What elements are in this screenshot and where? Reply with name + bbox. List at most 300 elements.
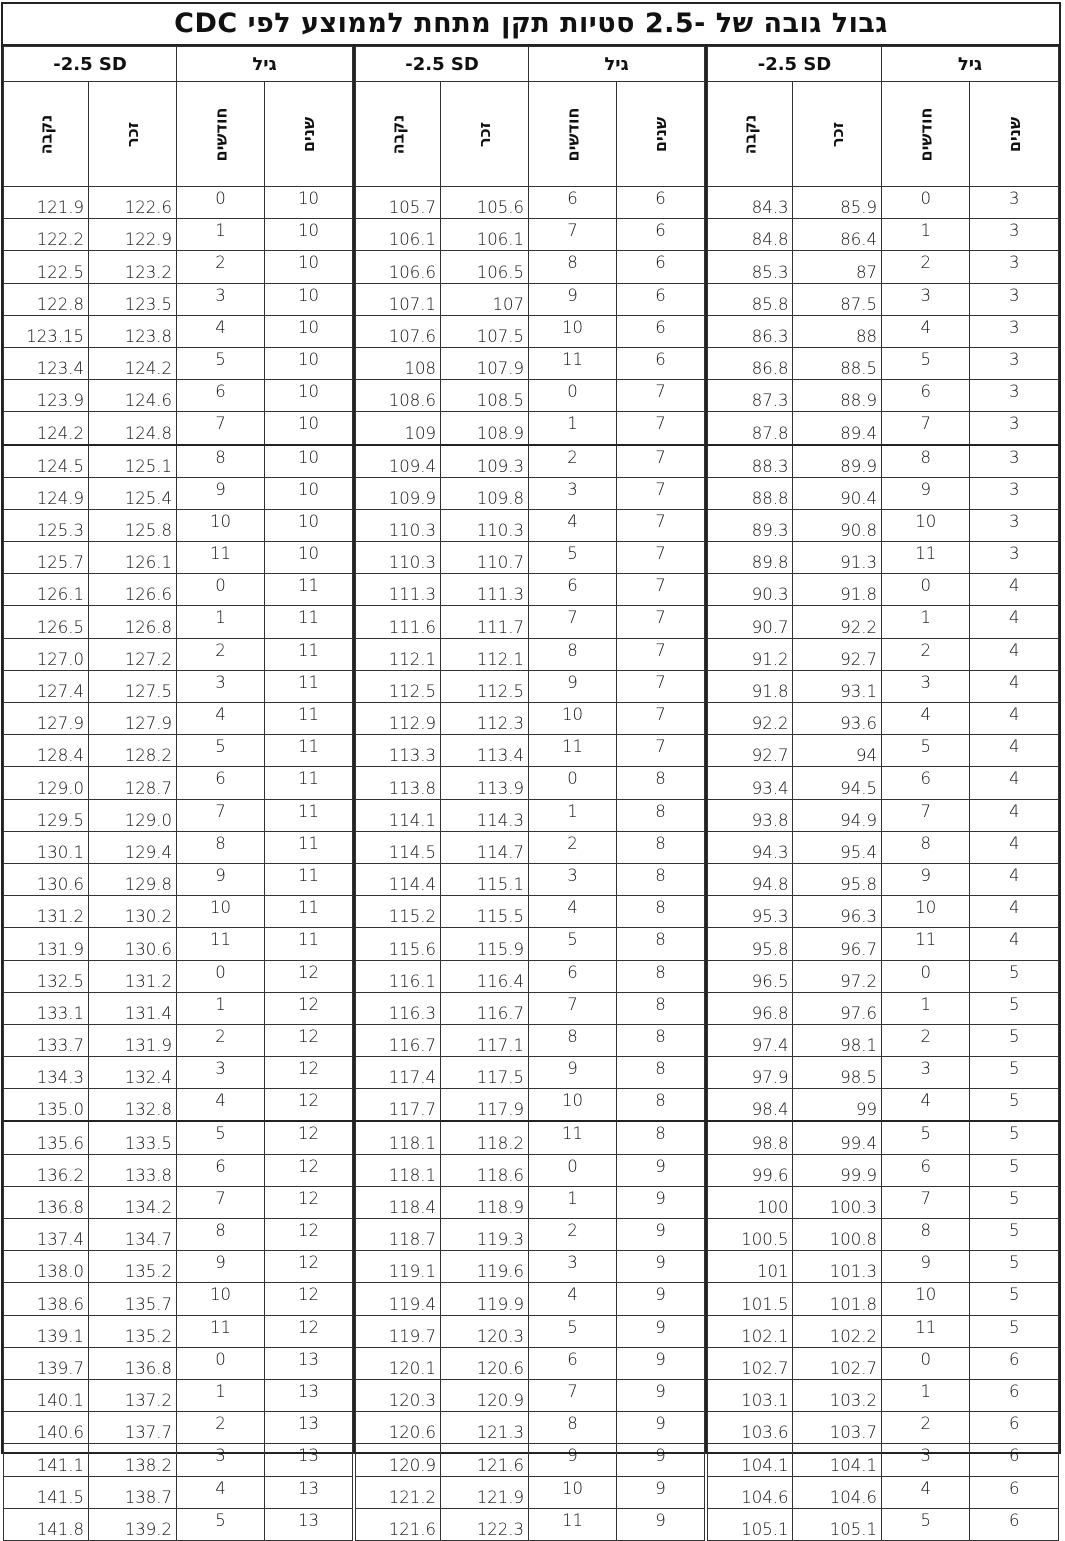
male-header (441, 82, 529, 187)
years-cell: 6 (970, 1476, 1059, 1508)
male-height-cell: 125.8 (89, 509, 177, 541)
months-cell: 4 (529, 509, 617, 541)
months-cell: 6 (177, 767, 265, 799)
female-height-cell: 88.8 (708, 477, 793, 509)
years-cell: 10 (265, 445, 353, 478)
months-cell: 3 (881, 1057, 970, 1089)
table-row (4, 477, 353, 509)
male-height-cell: 133.8 (89, 1154, 177, 1186)
female-height-cell: 136.8 (4, 1186, 89, 1218)
male-height-cell: 95.8 (793, 863, 882, 895)
male-height-cell: 124.8 (89, 412, 177, 445)
female-height-cell: 97.9 (708, 1057, 793, 1089)
female-height-cell: 141.1 (4, 1444, 89, 1476)
male-height-cell: 106.1 (441, 219, 529, 251)
years-cell: 5 (970, 1024, 1059, 1056)
table-row (708, 735, 1059, 767)
female-height-cell: 140.1 (4, 1379, 89, 1411)
months-cell: 11 (177, 542, 265, 574)
months-cell: 7 (529, 992, 617, 1024)
male-height-cell: 128.2 (89, 735, 177, 767)
male-height-cell: 109.8 (441, 477, 529, 509)
years-cell: 8 (617, 928, 705, 960)
table-row (4, 1476, 353, 1508)
male-height-cell: 92.7 (793, 638, 882, 670)
male-height-cell: 117.1 (441, 1024, 529, 1056)
male-height-cell: 119.3 (441, 1219, 529, 1251)
years-cell: 9 (617, 1283, 705, 1315)
years-cell: 3 (970, 412, 1059, 445)
table-row (4, 1508, 353, 1540)
months-cell: 11 (177, 1315, 265, 1347)
height-table (3, 46, 353, 1541)
months-cell: 4 (529, 1283, 617, 1315)
male-height-cell: 122.9 (89, 219, 177, 251)
years-cell: 3 (970, 251, 1059, 283)
female-height-cell: 121.2 (356, 1476, 441, 1508)
female-height-cell: 139.7 (4, 1347, 89, 1379)
male-height-cell: 89.9 (793, 445, 882, 478)
female-height-cell: 112.9 (356, 703, 441, 735)
table-row (356, 1251, 705, 1283)
male-height-cell: 85.9 (793, 187, 882, 219)
years-cell: 11 (265, 606, 353, 638)
months-cell: 2 (881, 638, 970, 670)
months-cell: 10 (529, 315, 617, 347)
table-row (356, 542, 705, 574)
months-cell: 6 (529, 574, 617, 606)
years-cell: 5 (970, 1251, 1059, 1283)
male-height-cell: 122.6 (89, 187, 177, 219)
female-height-cell: 99.6 (708, 1154, 793, 1186)
months-cell: 1 (881, 1379, 970, 1411)
months-cell: 0 (177, 960, 265, 992)
months-cell: 1 (881, 219, 970, 251)
months-cell: 2 (881, 251, 970, 283)
table-row (356, 219, 705, 251)
months-cell: 7 (529, 1379, 617, 1411)
male-height-cell: 113.9 (441, 767, 529, 799)
months-cell: 3 (177, 1444, 265, 1476)
months-cell: 8 (881, 445, 970, 478)
table-row (4, 283, 353, 315)
female-height-cell: 127.9 (4, 703, 89, 735)
female-height-cell: 112.1 (356, 638, 441, 670)
months-cell: 9 (177, 863, 265, 895)
male-height-cell: 111.7 (441, 606, 529, 638)
table-row (4, 1219, 353, 1251)
years-cell: 10 (265, 380, 353, 412)
female-height-cell: 85.3 (708, 251, 793, 283)
months-cell: 10 (881, 1283, 970, 1315)
table-row (356, 1347, 705, 1379)
male-height-cell: 131.2 (89, 960, 177, 992)
male-height-cell: 100.3 (793, 1186, 882, 1218)
table-row (708, 509, 1059, 541)
female-height-cell: 120.3 (356, 1379, 441, 1411)
months-cell: 4 (177, 315, 265, 347)
male-height-cell: 117.5 (441, 1057, 529, 1089)
table-title: גבול גובה של -2.5 סטיות תקן מתחת לממוצע לפי CDC (3, 4, 1059, 46)
table-row (356, 187, 705, 219)
male-height-cell: 137.2 (89, 1379, 177, 1411)
years-cell: 5 (970, 1121, 1059, 1154)
years-cell: 13 (265, 1508, 353, 1540)
male-height-cell: 110.3 (441, 509, 529, 541)
months-cell: 8 (529, 638, 617, 670)
table-row (356, 799, 705, 831)
female-height-cell: 95.8 (708, 928, 793, 960)
table-row (4, 347, 353, 379)
months-cell: 5 (177, 735, 265, 767)
female-height-cell: 111.6 (356, 606, 441, 638)
table-row (356, 347, 705, 379)
years-cell: 6 (970, 1379, 1059, 1411)
female-height-cell: 123.4 (4, 347, 89, 379)
table-row (356, 509, 705, 541)
months-cell: 10 (529, 1476, 617, 1508)
male-header-label: זכר (474, 121, 494, 147)
female-height-cell: 93.4 (708, 767, 793, 799)
months-cell: 4 (881, 1089, 970, 1122)
months-cell: 0 (881, 1347, 970, 1379)
male-height-cell: 102.7 (793, 1347, 882, 1379)
male-height-cell: 108.9 (441, 412, 529, 445)
months-cell: 1 (881, 606, 970, 638)
years-cell: 11 (265, 670, 353, 702)
female-height-cell: 97.4 (708, 1024, 793, 1056)
female-height-cell: 96.8 (708, 992, 793, 1024)
years-cell: 5 (970, 1315, 1059, 1347)
height-table (707, 46, 1059, 1541)
male-height-cell: 91.3 (793, 542, 882, 574)
years-cell: 4 (970, 670, 1059, 702)
female-height-cell: 133.7 (4, 1024, 89, 1056)
years-cell: 7 (617, 412, 705, 445)
male-height-cell: 120.9 (441, 1379, 529, 1411)
table-row (708, 1089, 1059, 1122)
age-header: גיל (881, 47, 1058, 82)
table-row (708, 542, 1059, 574)
sd-header: -2.5 SD (356, 47, 529, 82)
months-cell: 0 (881, 187, 970, 219)
table-row (708, 799, 1059, 831)
male-height-cell: 138.2 (89, 1444, 177, 1476)
table-row (4, 574, 353, 606)
table-row (356, 703, 705, 735)
months-cell: 1 (177, 606, 265, 638)
table-row (708, 1412, 1059, 1444)
years-cell: 4 (970, 638, 1059, 670)
months-cell: 4 (881, 1476, 970, 1508)
months-cell: 11 (881, 928, 970, 960)
male-height-cell: 137.7 (89, 1412, 177, 1444)
months-cell: 2 (881, 1412, 970, 1444)
female-height-cell: 120.9 (356, 1444, 441, 1476)
female-height-cell: 132.5 (4, 960, 89, 992)
male-height-cell: 136.8 (89, 1347, 177, 1379)
years-cell: 6 (617, 283, 705, 315)
months-cell: 6 (881, 767, 970, 799)
male-height-cell: 101.3 (793, 1251, 882, 1283)
months-cell: 3 (529, 477, 617, 509)
male-height-cell: 119.9 (441, 1283, 529, 1315)
female-height-cell: 111.3 (356, 574, 441, 606)
female-height-cell: 127.0 (4, 638, 89, 670)
male-height-cell: 114.7 (441, 831, 529, 863)
months-cell: 9 (881, 477, 970, 509)
months-cell: 0 (881, 960, 970, 992)
male-height-cell: 101.8 (793, 1283, 882, 1315)
months-cell: 5 (529, 928, 617, 960)
months-cell: 3 (529, 1251, 617, 1283)
male-height-cell: 107.9 (441, 347, 529, 379)
table-row (356, 1024, 705, 1056)
months-cell: 1 (881, 992, 970, 1024)
female-height-cell: 113.3 (356, 735, 441, 767)
male-height-cell: 112.1 (441, 638, 529, 670)
months-cell: 1 (529, 412, 617, 445)
table-row (4, 1251, 353, 1283)
female-height-cell: 96.5 (708, 960, 793, 992)
years-cell: 8 (617, 831, 705, 863)
male-height-cell: 87 (793, 251, 882, 283)
months-cell: 2 (177, 1412, 265, 1444)
months-cell: 11 (881, 542, 970, 574)
female-height-cell: 87.8 (708, 412, 793, 445)
months-cell: 11 (529, 735, 617, 767)
years-cell: 10 (265, 251, 353, 283)
female-height-cell: 94.8 (708, 863, 793, 895)
male-height-cell: 112.3 (441, 703, 529, 735)
table-row (708, 863, 1059, 895)
years-cell: 3 (970, 509, 1059, 541)
years-cell: 11 (265, 574, 353, 606)
height-table (355, 46, 705, 1541)
sd-header: -2.5 SD (4, 47, 177, 82)
years-cell: 9 (617, 1412, 705, 1444)
months-cell: 5 (529, 1315, 617, 1347)
male-height-cell: 93.6 (793, 703, 882, 735)
table-row (356, 1379, 705, 1411)
months-cell: 2 (529, 831, 617, 863)
female-height-cell: 109 (356, 412, 441, 445)
months-cell: 8 (177, 445, 265, 478)
years-cell: 8 (617, 1057, 705, 1089)
female-height-cell: 124.2 (4, 412, 89, 445)
male-height-cell: 110.7 (441, 542, 529, 574)
male-height-cell: 119.6 (441, 1251, 529, 1283)
female-header-label: נקבה (36, 114, 56, 154)
table-row (4, 960, 353, 992)
male-height-cell: 111.3 (441, 574, 529, 606)
months-cell: 8 (529, 251, 617, 283)
table-row (708, 347, 1059, 379)
table-row (356, 412, 705, 445)
years-cell: 7 (617, 638, 705, 670)
male-header-label: זכר (122, 121, 142, 147)
female-height-cell: 139.1 (4, 1315, 89, 1347)
years-cell: 12 (265, 1186, 353, 1218)
years-cell: 8 (617, 896, 705, 928)
months-cell: 0 (881, 574, 970, 606)
months-cell: 4 (881, 315, 970, 347)
months-cell: 10 (881, 896, 970, 928)
years-cell: 6 (617, 219, 705, 251)
years-header (265, 82, 353, 187)
years-cell: 7 (617, 703, 705, 735)
table-row (708, 1186, 1059, 1218)
table-row (4, 1024, 353, 1056)
female-height-cell: 98.8 (708, 1121, 793, 1154)
female-height-cell: 100 (708, 1186, 793, 1218)
female-height-cell: 122.2 (4, 219, 89, 251)
table-row (356, 670, 705, 702)
male-height-cell: 132.8 (89, 1089, 177, 1122)
male-height-cell: 99 (793, 1089, 882, 1122)
table-row (356, 445, 705, 478)
age-header: גיל (529, 47, 705, 82)
table-body (4, 187, 353, 1541)
table-row (356, 283, 705, 315)
months-cell: 2 (529, 445, 617, 478)
male-height-cell: 126.6 (89, 574, 177, 606)
table-row (708, 703, 1059, 735)
months-cell: 4 (177, 1089, 265, 1122)
years-cell: 8 (617, 1024, 705, 1056)
months-cell: 9 (177, 1251, 265, 1283)
table-row (4, 735, 353, 767)
months-cell: 10 (177, 509, 265, 541)
table-row (356, 1219, 705, 1251)
months-cell: 11 (529, 1121, 617, 1154)
months-header (177, 82, 265, 187)
months-cell: 4 (177, 703, 265, 735)
female-height-cell: 129.5 (4, 799, 89, 831)
months-cell: 3 (177, 670, 265, 702)
years-cell: 10 (265, 219, 353, 251)
male-height-cell: 125.4 (89, 477, 177, 509)
male-height-cell: 129.0 (89, 799, 177, 831)
male-height-cell: 120.6 (441, 1347, 529, 1379)
male-height-cell: 96.7 (793, 928, 882, 960)
table-row (708, 606, 1059, 638)
months-cell: 7 (177, 799, 265, 831)
male-height-cell: 91.8 (793, 574, 882, 606)
table-row (708, 1219, 1059, 1251)
male-height-cell: 129.8 (89, 863, 177, 895)
months-cell: 5 (177, 347, 265, 379)
male-height-cell: 115.9 (441, 928, 529, 960)
table-row (356, 1121, 705, 1154)
years-cell: 10 (265, 315, 353, 347)
table-row (708, 412, 1059, 445)
months-cell: 3 (881, 283, 970, 315)
years-cell: 3 (970, 283, 1059, 315)
male-height-cell: 100.8 (793, 1219, 882, 1251)
female-height-cell: 105.7 (356, 187, 441, 219)
female-height-cell: 103.1 (708, 1379, 793, 1411)
table-row (4, 509, 353, 541)
table-row (708, 928, 1059, 960)
months-cell: 2 (177, 251, 265, 283)
female-height-cell: 131.9 (4, 928, 89, 960)
male-height-cell: 112.5 (441, 670, 529, 702)
female-height-cell: 114.4 (356, 863, 441, 895)
female-height-cell: 89.8 (708, 542, 793, 574)
years-cell: 9 (617, 1508, 705, 1540)
table-row (356, 1186, 705, 1218)
female-height-cell: 89.3 (708, 509, 793, 541)
months-cell: 8 (529, 1024, 617, 1056)
table-row (708, 1444, 1059, 1476)
table-row (356, 735, 705, 767)
female-height-cell: 103.6 (708, 1412, 793, 1444)
years-cell: 8 (617, 767, 705, 799)
years-cell: 10 (265, 412, 353, 445)
table-row (708, 960, 1059, 992)
years-header-label: שנים (1004, 116, 1024, 152)
female-height-cell: 125.3 (4, 509, 89, 541)
years-cell: 12 (265, 960, 353, 992)
female-height-cell: 105.1 (708, 1508, 793, 1540)
male-height-cell: 98.5 (793, 1057, 882, 1089)
years-cell: 9 (617, 1154, 705, 1186)
female-height-cell: 90.3 (708, 574, 793, 606)
male-height-cell: 105.1 (793, 1508, 882, 1540)
male-height-cell: 118.9 (441, 1186, 529, 1218)
female-height-cell: 115.2 (356, 896, 441, 928)
table-row (4, 831, 353, 863)
male-height-cell: 117.9 (441, 1089, 529, 1122)
months-cell: 10 (529, 703, 617, 735)
female-header (708, 82, 793, 187)
table-row (356, 928, 705, 960)
male-height-cell: 109.3 (441, 445, 529, 478)
female-height-cell: 130.6 (4, 863, 89, 895)
female-height-cell: 137.4 (4, 1219, 89, 1251)
female-height-cell: 100.5 (708, 1219, 793, 1251)
male-height-cell: 90.4 (793, 477, 882, 509)
table-row (356, 1089, 705, 1122)
years-cell: 4 (970, 735, 1059, 767)
years-cell: 13 (265, 1412, 353, 1444)
table-group-1 (3, 46, 355, 1539)
table-row (356, 1057, 705, 1089)
years-cell: 4 (970, 799, 1059, 831)
table-row (356, 863, 705, 895)
table-row (708, 1057, 1059, 1089)
male-height-cell: 103.2 (793, 1379, 882, 1411)
table-row (708, 992, 1059, 1024)
years-cell: 3 (970, 542, 1059, 574)
male-height-cell: 94.5 (793, 767, 882, 799)
months-cell: 9 (529, 1057, 617, 1089)
years-cell: 8 (617, 1121, 705, 1154)
male-header (89, 82, 177, 187)
months-cell: 1 (177, 1379, 265, 1411)
months-cell: 8 (529, 1412, 617, 1444)
years-cell: 12 (265, 1283, 353, 1315)
years-cell: 9 (617, 1315, 705, 1347)
male-height-cell: 94 (793, 735, 882, 767)
table-row (4, 542, 353, 574)
male-height-cell: 123.8 (89, 315, 177, 347)
female-height-cell: 102.1 (708, 1315, 793, 1347)
years-cell: 4 (970, 606, 1059, 638)
female-height-cell: 135.0 (4, 1089, 89, 1122)
male-height-cell: 92.2 (793, 606, 882, 638)
